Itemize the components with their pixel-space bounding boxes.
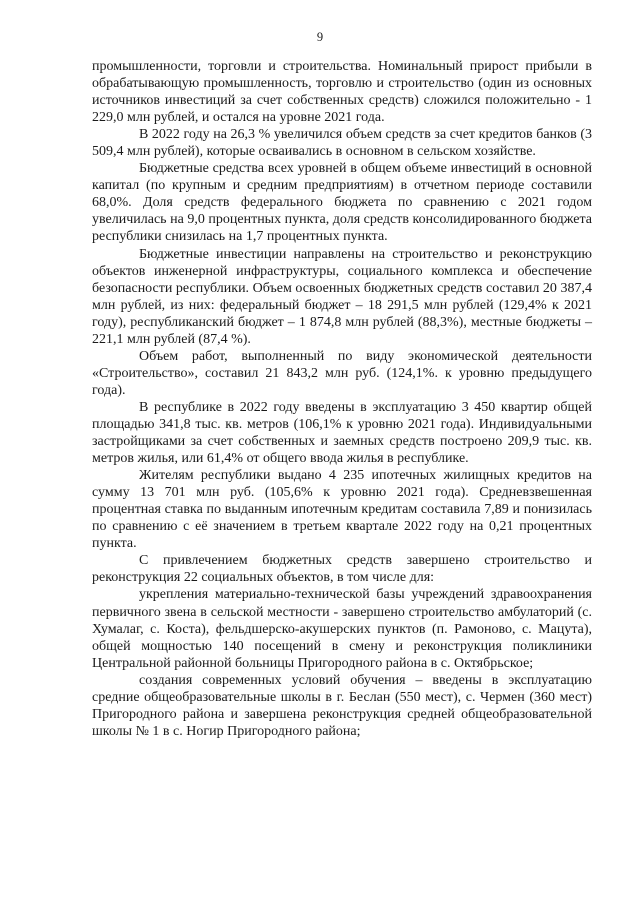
paragraph: В республике в 2022 году введены в эксплуатацию 3 450 квартир общей площадью 341,8 тыс. кв. метров (106,1% к уровню 2021 года). Индивидуальными застройщиками за счет собственных и заемных средств построено 209,9 тыс. кв. метров жилья, или 61,4% от общего ввода жилья в республике.	[92, 399, 592, 467]
paragraph: В 2022 году на 26,3 % увеличился объем средств за счет кредитов банков (3 509,4 млн рублей), которые осваивались в основном в сельском хозяйстве.	[92, 127, 592, 160]
page-number: 9	[316, 30, 324, 44]
paragraph: Жителям республики выдано 4 235 ипотечных жилищных кредитов на сумму 13 701 млн руб. (105,6% к уровню 2021 года). Средневзвешенная процентная ставка по выданным ипотечным кредитам составила 7,89 и понизилась по сравнению с её значением в третьем квартале 2022 году на 0,21 процентных пункта.	[92, 468, 592, 552]
paragraph: Бюджетные инвестиции направлены на строительство и реконструкцию объектов инженерной инфраструктуры, социального комплекса и обеспечение безопасности республики. Объем освоенных бюджетных средств составил 20 387,4 млн рублей, из них: федеральный бюджет – 18 291,5 млн рублей (129,4% к 2021 году), республиканский бюджет – 1 874,8 млн рублей (88,3%), местные бюджеты – 221,1 млн рублей (87,4 %).	[92, 246, 592, 347]
body-text	[92, 58, 592, 740]
list-paragraph: создания современных условий обучения – введены в эксплуатацию средние общеобразовательные школы в г. Беслан (550 мест), с. Чермен (360 мест) Пригородного района и завершена реконструкция средней общеобразовательной школы № 1 в с. Ногир Пригородного района;	[92, 672, 592, 739]
list-paragraph: укрепления материально-технической базы учреждений здравоохранения первичного звена в сельской местности - завершено строительство амбулаторий (с. Хумалаг, с. Коста), фельдшерско-акушерских пунктов (п. Рамоново, с. Мацута), общей мощностью 140 посещений в смену и реконструкция поликлиники Центральной районной больницы Пригородного района в с. Октябрьское;	[92, 587, 592, 671]
paragraph: С привлечением бюджетных средств завершено строительство и реконструкция 22 социальных объектов, в том числе для:	[92, 553, 592, 586]
paragraph: Объем работ, выполненный по виду экономической деятельности «Строительство», составил 21 843,2 млн руб. (124,1%. к уровню предыдущего года).	[92, 348, 592, 398]
paragraph: промышленности, торговли и строительства. Номинальный прирост прибыли в обрабатывающую промышленность, торговлю и строительство (один из основных источников инвестиций за счет собственных средств) сложился положительно - 1 229,0 млн рублей, и остался на уровне 2021 года.	[92, 59, 592, 126]
paragraph: Бюджетные средства всех уровней в общем объеме инвестиций в основной капитал (по крупным и средним предприятиям) в отчетном периоде составили 68,0%. Доля средств федерального бюджета по сравнению с 2021 годом увеличилась на 9,0 процентных пункта, доля средств консолидированного бюджета республики снизилась на 1,7 процентных пункта.	[92, 161, 592, 245]
